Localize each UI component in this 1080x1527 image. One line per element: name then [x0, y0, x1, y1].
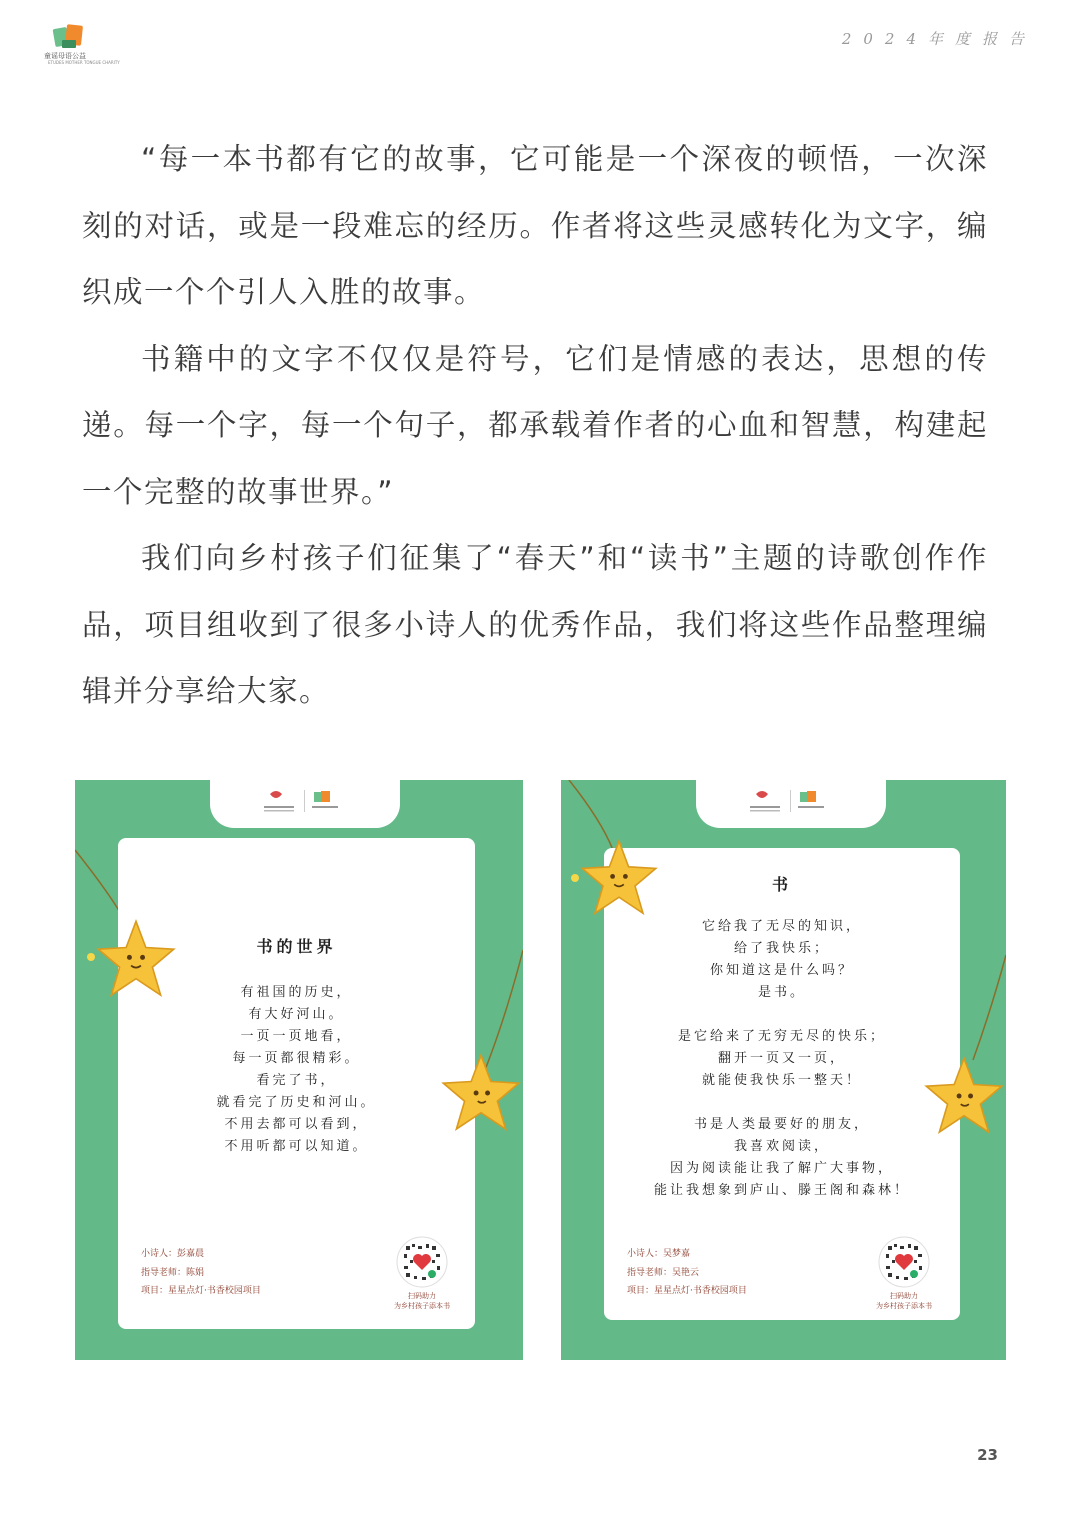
project-name: 项目：星星点灯·书香校园项目: [141, 1286, 261, 1296]
poem-line: 我喜欢阅读，: [733, 1139, 830, 1154]
poem-line: 它给我了无尽的知识，: [701, 919, 862, 934]
poem-credits: [627, 1245, 747, 1301]
poem-line: 就看完了历史和河山。: [216, 1095, 377, 1110]
paragraph: 我们向乡村孩子们征集了“春天”和“读书”主题的诗歌创作作品，项目组收到了很多小诗人的优秀作品，我们将这些作品整理编辑并分享给大家。: [82, 541, 988, 708]
logo-subtext: ETUDES MOTHER TONGUE CHARITY: [48, 60, 120, 65]
poem-line: 不用听都可以知道。: [224, 1139, 369, 1154]
poem-line: 书是人类最要好的朋友，: [693, 1117, 870, 1132]
poet-name: 小诗人：吴梦嘉: [627, 1249, 691, 1259]
poster-logos: [260, 786, 350, 816]
poem-line: [604, 1004, 960, 1026]
qr-caption: [377, 1291, 467, 1311]
poem-line: 你知道这是什么吗？: [709, 963, 854, 978]
poem-poster-1: [75, 780, 523, 1360]
qr-caption-line: 扫码助力: [408, 1292, 436, 1300]
qr-code-icon: [396, 1236, 448, 1288]
poem-line: 有大好河山。: [248, 1007, 345, 1022]
smiling-star-icon: [440, 1052, 522, 1134]
qr-caption-line: 为乡村孩子添本书: [394, 1302, 450, 1310]
poem-line: 不用去都可以看到，: [224, 1117, 369, 1132]
poem-line: 看完了书，: [256, 1073, 337, 1088]
teacher-name: 指导老师：陈娟: [141, 1267, 205, 1278]
poem-line: 是它给来了无穷无尽的快乐；: [677, 1029, 886, 1044]
qr-caption: [859, 1291, 949, 1311]
poem-line: 能让我想象到庐山、滕王阁和森林！: [653, 1183, 910, 1198]
smiling-star-icon: [95, 918, 177, 1000]
paragraph: 书籍中的文字不仅仅是符号，它们是情感的表达，思想的传递。每一个字，每一个句子，都承载着作者的心血和智慧，构建起一个完整的故事世界。”: [82, 341, 988, 509]
teacher-name: 指导老师：吴艳云: [627, 1267, 700, 1278]
qr-caption-line: 扫码助力: [890, 1292, 918, 1300]
poem-line: 是书。: [757, 985, 806, 1000]
poem-title: 书: [771, 875, 792, 894]
poem-line: 每一页都很精彩。: [232, 1051, 361, 1066]
poem-line: 翻开一页又一页，: [717, 1051, 846, 1066]
smiling-star-icon: [923, 1055, 1005, 1137]
poem-line: [604, 1092, 960, 1114]
poem-line: 给了我快乐；: [733, 941, 830, 956]
poet-name: 小诗人：彭嘉晨: [141, 1249, 205, 1259]
poster-logos: [746, 786, 836, 816]
poem-poster-2: [561, 780, 1006, 1360]
poem-line: 就能使我快乐一整天！: [701, 1073, 862, 1088]
report-year-label: 2024年度报告: [841, 30, 1036, 48]
poem-body: [604, 916, 960, 1202]
poem-line: 一页一页地看，: [240, 1029, 353, 1044]
poem-title: 书的世界: [256, 937, 337, 956]
logo-text: 童谣母语公益: [44, 52, 86, 60]
paragraph: “每一本书都有它的故事，它可能是一个深夜的顿悟，一次深刻的对话，或是一段难忘的经历。作者将这些灵感转化为文字，编织成一个个引人入胜的故事。: [82, 142, 988, 309]
poem-credits: [141, 1245, 261, 1301]
smiling-star-icon: [579, 838, 659, 918]
poem-body: [118, 982, 475, 1158]
poem-line: 因为阅读能让我了解广大事物，: [669, 1161, 894, 1176]
intro-text: [82, 126, 988, 725]
qr-code-icon: [878, 1236, 930, 1288]
project-name: 项目：星星点灯·书香校园项目: [627, 1286, 747, 1296]
poem-card: [118, 838, 475, 1329]
poem-line: 有祖国的历史，: [240, 985, 353, 1000]
qr-caption-line: 为乡村孩子添本书: [876, 1302, 932, 1310]
page-number: 23: [977, 1446, 998, 1464]
poem-card: [604, 848, 960, 1320]
